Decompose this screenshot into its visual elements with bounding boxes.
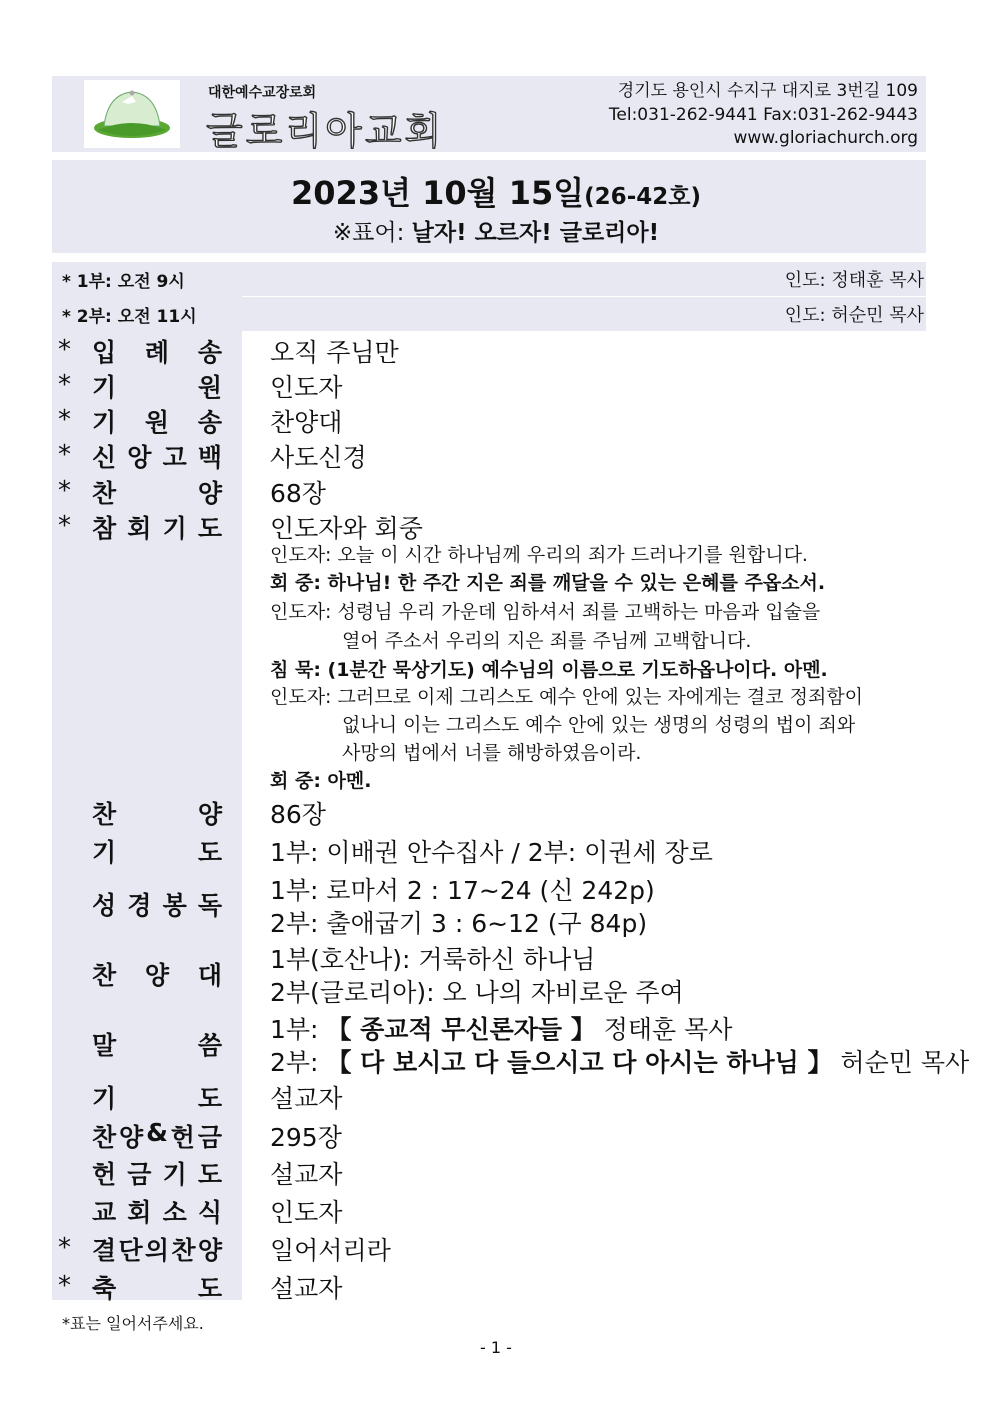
- phone-fax: Tel:031-262-9441 Fax:031-262-9443: [608, 104, 918, 125]
- sermon-2-preacher: 허순민 목사: [832, 1048, 970, 1077]
- label-char: 입: [92, 338, 117, 367]
- label-char: 기: [92, 408, 117, 437]
- order-value-r15: 인도자: [270, 1198, 343, 1227]
- standing-mark: *: [58, 476, 71, 506]
- label-char: 고: [162, 443, 187, 472]
- choir-2: 2부(글로리아): 오 나의 자비로운 주여: [270, 978, 684, 1007]
- service-leader-2: 인도: 허순민 목사: [784, 305, 924, 326]
- order-label-r13: [92, 1118, 222, 1154]
- motto-prefix: ※표어:: [332, 220, 412, 246]
- confession-line: 침 묵: (1분간 묵상기도) 예수님의 이름으로 기도하옵나이다. 아멘.: [270, 659, 828, 681]
- order-value-r7: 86장: [270, 800, 326, 829]
- church-logo: [84, 80, 180, 148]
- label-char: 원: [144, 408, 170, 437]
- order-label-r10: [92, 956, 222, 992]
- label-char: 대: [197, 961, 222, 990]
- label-char: 신: [92, 443, 117, 472]
- order-label-r12: [92, 1079, 222, 1115]
- label-char: 식: [197, 1198, 222, 1227]
- date: 2023년 10월 15일: [291, 174, 585, 212]
- label-char: 경: [127, 891, 152, 920]
- order-value-r1: 오직 주님만: [270, 338, 399, 367]
- order-value-r4: 사도신경: [270, 443, 367, 472]
- confession-line: 인도자: 오늘 이 시간 하나님께 우리의 죄가 드러나기를 원합니다.: [270, 544, 808, 566]
- label-char: 회: [127, 1198, 152, 1227]
- label-char: 찬: [92, 961, 117, 990]
- sermon-2: [270, 1043, 969, 1079]
- bulletin-date: [0, 168, 992, 214]
- label-char: 백: [197, 443, 222, 472]
- label-char: 원: [197, 373, 222, 402]
- order-label-r16: [92, 1231, 222, 1267]
- order-label-r9: [92, 886, 222, 922]
- order-value-r13: 295장: [270, 1123, 342, 1152]
- label-char: 기: [162, 514, 187, 543]
- order-label-r2: [92, 368, 222, 404]
- label-char: 송: [197, 338, 222, 367]
- issue-number: (26-42호): [584, 184, 701, 210]
- confession-line: 인도자: 그러므로 이제 그리스도 예수 안에 있는 자에게는 결코 정죄함이: [270, 686, 864, 708]
- label-char: 찬: [92, 479, 117, 508]
- confession-line: 인도자: 성령님 우리 가운데 임하셔서 죄를 고백하는 마음과 입술을: [270, 601, 821, 623]
- label-char: 찬: [92, 800, 117, 829]
- service-leader-1: 인도: 정태훈 목사: [784, 270, 924, 291]
- reading-1: 1부: 로마서 2 : 17~24 (신 242p): [270, 876, 655, 905]
- label-char: 도: [197, 838, 222, 867]
- order-label-r14: [92, 1155, 222, 1191]
- order-value-r6: 인도자와 회중: [270, 514, 423, 543]
- label-char: 도: [197, 1084, 222, 1113]
- label-char: 기: [92, 1084, 117, 1113]
- order-value-r8: 1부: 이배권 안수집사 / 2부: 이권세 장로: [270, 838, 713, 867]
- label-char: 양: [197, 800, 222, 829]
- label-char: &: [146, 1118, 168, 1147]
- label-char: 기: [92, 838, 117, 867]
- label-char: 도: [197, 514, 222, 543]
- label-char: 헌: [170, 1123, 195, 1152]
- sermon-1-pre: 1부:: [270, 1015, 327, 1044]
- label-char: 기: [92, 373, 117, 402]
- sermon-1-title: 【 종교적 무신론자들 】: [326, 1015, 596, 1044]
- service-time-2: * 2부: 오전 11시: [62, 307, 197, 327]
- label-char: 회: [127, 514, 152, 543]
- order-value-r14: 설교자: [270, 1160, 343, 1189]
- order-value-r2: 인도자: [270, 373, 343, 402]
- order-label-r3: [92, 403, 222, 439]
- label-char: 독: [197, 891, 222, 920]
- sermon-2-title: 【 다 보시고 다 들으시고 다 아시는 하나님 】: [326, 1048, 833, 1077]
- label-char: 송: [197, 408, 222, 437]
- standing-mark: *: [58, 440, 71, 470]
- label-char: 의: [144, 1236, 170, 1265]
- order-value-r16: 일어서리라: [270, 1236, 391, 1265]
- label-char: 양: [197, 479, 222, 508]
- confession-line: 회 중: 하나님! 한 주간 지은 죄를 깨달을 수 있는 은혜를 주옵소서.: [270, 572, 826, 594]
- order-label-r17: [92, 1269, 222, 1305]
- order-value-r12: 설교자: [270, 1084, 343, 1113]
- standing-mark: *: [58, 370, 71, 400]
- order-label-r7: [92, 795, 222, 831]
- label-char: 양: [119, 1123, 144, 1152]
- standing-mark: *: [58, 335, 71, 365]
- label-char: 금: [197, 1123, 222, 1152]
- sermon-2-pre: 2부:: [270, 1048, 327, 1077]
- page-number: - 1 -: [480, 1338, 512, 1357]
- label-char: 교: [92, 1198, 117, 1227]
- order-label-r4: [92, 438, 222, 474]
- service-time-1: * 1부: 오전 9시: [62, 272, 185, 292]
- label-char: 말: [92, 1031, 117, 1060]
- label-char: 봉: [162, 891, 187, 920]
- order-label-r5: [92, 474, 222, 510]
- order-label-r1: [92, 333, 222, 369]
- label-char: 축: [92, 1274, 117, 1303]
- label-char: 성: [92, 891, 117, 920]
- label-char: 결: [92, 1236, 117, 1265]
- label-char: 양: [197, 1236, 222, 1265]
- label-char: 도: [197, 1160, 222, 1189]
- standing-mark: *: [58, 511, 71, 541]
- reading-2: 2부: 출애굽기 3 : 6~12 (구 84p): [270, 909, 648, 938]
- contact-block: [609, 80, 918, 151]
- label-char: 씀: [197, 1031, 222, 1060]
- footnote: *표는 일어서주세요.: [62, 1314, 204, 1333]
- sermon-1-preacher: 정태훈 목사: [595, 1015, 733, 1044]
- label-char: 도: [197, 1274, 222, 1303]
- church-name: 글로리아교회: [206, 109, 445, 153]
- label-char: 기: [162, 1160, 187, 1189]
- label-char: 소: [162, 1198, 187, 1227]
- confession-line: 회 중: 아멘.: [270, 770, 372, 792]
- standing-mark: *: [58, 1271, 71, 1301]
- standing-mark: *: [58, 405, 71, 435]
- website: www.gloriachurch.org: [733, 128, 918, 148]
- order-label-r15: [92, 1193, 222, 1229]
- confession-line: 사망의 법에서 너를 해방하였음이라.: [342, 742, 642, 764]
- label-char: 양: [144, 961, 170, 990]
- label-char: 헌: [92, 1160, 117, 1189]
- standing-mark: *: [58, 1233, 71, 1263]
- motto-line: [0, 214, 992, 247]
- label-char: 참: [92, 514, 117, 543]
- confession-line: 없나니 이는 그리스도 예수 안에 있는 생명의 성령의 법이 죄와: [342, 714, 856, 736]
- order-value-r3: 찬양대: [270, 408, 343, 437]
- address: 경기도 용인시 수지구 대지로 3번길 109: [617, 81, 918, 101]
- label-char: 례: [144, 338, 170, 367]
- choir-1: 1부(호산나): 거룩하신 하나님: [270, 945, 596, 974]
- order-value-r5: 68장: [270, 479, 326, 508]
- order-label-r11: [92, 1026, 222, 1062]
- confession-line: 열어 주소서 우리의 지은 죄를 주님께 고백합니다.: [342, 630, 752, 652]
- label-char: 단: [118, 1236, 143, 1265]
- order-value-r17: 설교자: [270, 1274, 343, 1303]
- label-char: 찬: [171, 1236, 196, 1265]
- label-char: 앙: [127, 443, 152, 472]
- motto: 날자! 오르자! 글로리아!: [411, 220, 660, 246]
- order-label-r6: [92, 509, 222, 545]
- order-label-r8: [92, 833, 222, 869]
- label-char: 금: [127, 1160, 152, 1189]
- sermon-1: [270, 1010, 732, 1046]
- denomination: 대한예수교장로회: [208, 85, 317, 101]
- label-char: 찬: [92, 1123, 117, 1152]
